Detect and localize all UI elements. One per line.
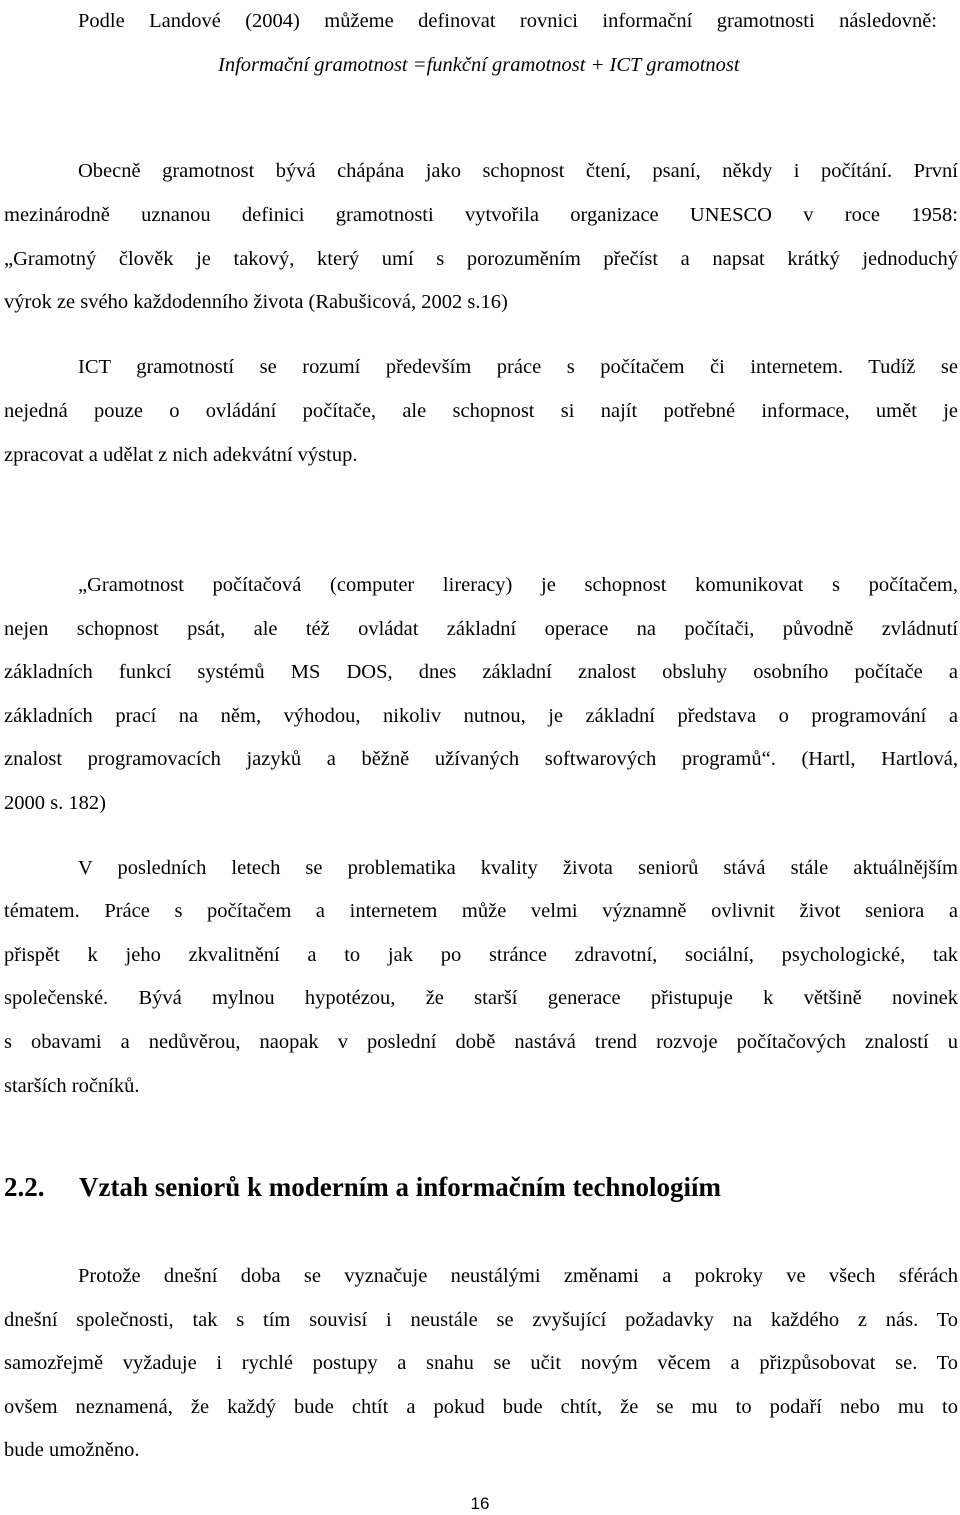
paragraph-quote-line-5: znalost programovacích jazyků a běžně užívaných softwarových programů“. (Hartl, Hartlová, [4,748,958,770]
paragraph-seniors-line-4: společenské. Bývá mylnou hypotézou, že starší generace přistupuje k většině novinek [4,987,958,1009]
paragraph-changes-line-5: bude umožněno. [4,1439,140,1461]
paragraph-seniors-line-3: přispět k jeho zkvalitnění a to jak po stránce zdravotní, sociální, psychologické, tak [4,944,958,966]
paragraph-quote-line-3: základních funkcí systémů MS DOS, dnes základní znalost obsluhy osobního počítače a [4,661,958,683]
paragraph-seniors-line-6: starších ročníků. [4,1075,140,1097]
paragraph-literacy-line-2: mezinárodně uznanou definici gramotnosti vytvořila organizace UNESCO v roce 1958: [4,204,958,226]
section-number: 2.2. [4,1172,45,1202]
paragraph-ict-line-1: ICT gramotností se rozumí především práce s počítačem či internetem. Tudíž se [78,356,958,378]
paragraph-literacy-line-3: „Gramotný člověk je takový, který umí s porozuměním přečíst a napsat krátký jednoduchý [4,248,958,270]
paragraph-changes-line-3: samozřejmě vyžaduje i rychlé postupy a snahu se učit novým věcem a přizpůsobovat se. To [4,1352,958,1374]
page-number: 16 [470,1494,490,1513]
paragraph-changes-line-1: Protože dnešní doba se vyznačuje neustálými změnami a pokroky ve všech sférách [78,1265,958,1287]
paragraph-ict-line-2: nejedná pouze o ovládání počítače, ale schopnost si najít potřebné informace, umět je [4,400,958,422]
paragraph-quote-line-1: „Gramotnost počítačová (computer lireracy) je schopnost komunikovat s počítačem, [78,574,958,596]
formula-line: Informační gramotnost =funkční gramotnost + ICT gramotnost [218,54,740,76]
paragraph-seniors-line-1: V posledních letech se problematika kvality života seniorů stává stále aktuálnějším [78,857,958,879]
section-title: Vztah seniorů k moderním a informačním technologiím [79,1172,721,1202]
paragraph-seniors-line-2: tématem. Práce s počítačem a internetem může velmi významně ovlivnit život seniora a [4,900,958,922]
paragraph-intro-line-1: Podle Landové (2004) můžeme definovat rovnici informační gramotnosti následovně: [78,10,937,32]
paragraph-ict-line-3: zpracovat a udělat z nich adekvátní výstup. [4,444,358,466]
paragraph-changes-line-2: dnešní společnosti, tak s tím souvisí i neustále se zvyšující požadavky na každého z nás. To [4,1309,958,1331]
paragraph-quote-line-2: nejen schopnost psát, ale též ovládat základní operace na počítači, původně zvládnutí [4,618,958,640]
paragraph-seniors-line-5: s obavami a nedůvěrou, naopak v poslední době nastává trend rozvoje počítačových znalostí u [4,1031,958,1053]
paragraph-literacy-line-1: Obecně gramotnost bývá chápána jako schopnost čtení, psaní, někdy i počítání. První [78,160,958,182]
paragraph-literacy-line-4: výrok ze svého každodenního života (Rabušicová, 2002 s.16) [4,291,508,313]
paragraph-changes-line-4: ovšem neznamená, že každý bude chtít a pokud bude chtít, že se mu to podaří nebo mu to [4,1396,958,1418]
paragraph-quote-line-4: základních prací na něm, výhodou, nikoliv nutnou, je základní představa o programování a [4,705,958,727]
paragraph-quote-line-6: 2000 s. 182) [4,792,106,814]
